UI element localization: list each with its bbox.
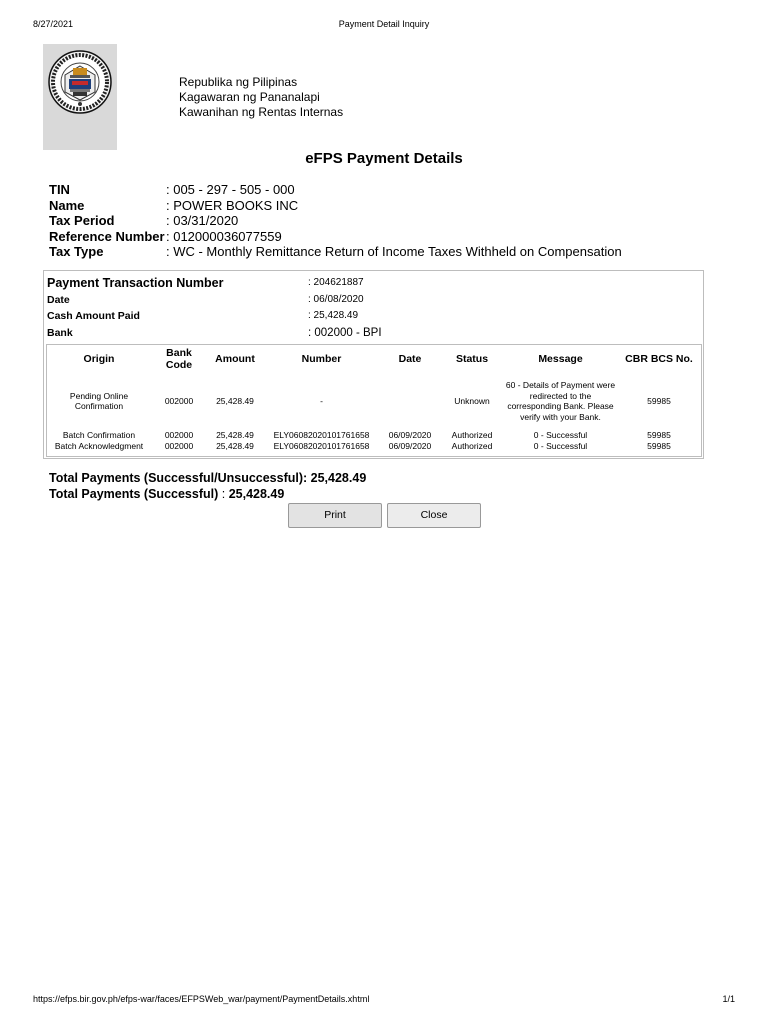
column-header-amount: Amount: [215, 352, 255, 365]
transaction-summary: [47, 275, 382, 341]
print-button[interactable]: Print: [288, 503, 382, 528]
cash-amount-label: Cash Amount Paid: [47, 310, 140, 322]
cell-number: ELY06082020101761658: [273, 441, 370, 452]
taxpayer-info: [49, 182, 622, 260]
transaction-date-value: : 06/08/2020: [308, 293, 364, 305]
cell-date: [380, 372, 440, 430]
column-header-date: Date: [398, 352, 422, 365]
payment-table: [47, 345, 701, 452]
cell-cbr-bcs-no: 59985: [647, 430, 671, 441]
cell-message: 0 - Successful: [533, 430, 588, 441]
bank-label: Bank: [47, 326, 73, 339]
agency-department: Kagawaran ng Pananalapi: [179, 90, 320, 104]
cell-bank-code: 002000: [164, 395, 194, 406]
cash-amount-row: [47, 308, 382, 325]
tax-type-row: [49, 244, 622, 260]
cell-origin: Pending Online Confirmation: [69, 390, 129, 411]
name-row: [49, 198, 622, 214]
name-value: : POWER BOOKS INC: [166, 197, 299, 213]
total-successful-separator: :: [221, 486, 229, 501]
table-row: [47, 430, 701, 441]
tax-period-row: [49, 213, 622, 229]
column-header-number: Number: [301, 352, 342, 365]
column-header-cbr-bcs-no: CBR BCS No.: [625, 352, 693, 365]
cell-date: 06/09/2020: [388, 441, 432, 452]
total-successful-payments: [49, 487, 366, 503]
print-date: 8/27/2021: [33, 19, 74, 29]
cell-cbr-bcs-no: 59985: [647, 441, 671, 452]
cell-status: Unknown: [454, 395, 490, 406]
tin-label: TIN: [49, 182, 70, 197]
table-header-row: [47, 345, 701, 372]
cell-date: 06/09/2020: [388, 430, 432, 441]
print-page-number: 1/1: [722, 994, 735, 1004]
cell-amount: 25,428.49: [216, 441, 254, 452]
cell-message: 60 - Details of Payment were redirected to the corresponding Bank. Please verify with your Bank.: [505, 380, 616, 422]
total-successful-label: Total Payments (Successful): [49, 486, 222, 501]
tin-value: : 005 - 297 - 505 - 000: [166, 182, 295, 197]
cell-cbr-bcs-no: 59985: [647, 395, 671, 406]
reference-number-row: [49, 229, 622, 245]
cell-amount: 25,428.49: [216, 395, 254, 406]
payment-totals: [49, 471, 366, 502]
bank-row: [47, 325, 382, 342]
page-title: eFPS Payment Details: [305, 150, 463, 167]
total-successful-value: 25,428.49: [228, 486, 285, 501]
tax-period-value: : 03/31/2020: [166, 213, 239, 229]
tax-type-value: : WC - Monthly Remittance Return of Income Taxes Withheld on Compensation: [166, 244, 622, 260]
table-row: [47, 372, 701, 430]
cell-status: Authorized: [451, 441, 493, 452]
agency-bureau: Kawanihan ng Rentas Internas: [179, 105, 344, 119]
cell-number: -: [320, 395, 323, 406]
agency-country: Republika ng Pilipinas: [179, 75, 298, 89]
cell-status: Authorized: [451, 430, 493, 441]
reference-number-label: Reference Number: [49, 228, 165, 244]
table-row: [47, 441, 701, 452]
total-all-label: Total Payments (Successful/Unsuccessful):: [49, 471, 311, 485]
tin-row: [49, 182, 622, 198]
print-footer-url: https://efps.bir.gov.ph/efps-war/faces/EFPSWeb_war/payment/PaymentDetails.xhtml: [33, 994, 370, 1004]
tax-period-label: Tax Period: [49, 213, 115, 229]
cash-amount-value: : 25,428.49: [308, 310, 359, 321]
column-header-message: Message: [538, 352, 583, 365]
cell-message: 0 - Successful: [533, 441, 588, 452]
transaction-date-row: [47, 292, 382, 309]
agency-header: [179, 75, 343, 120]
name-label: Name: [49, 197, 85, 213]
reference-number-value: : 012000036077559: [166, 228, 282, 244]
transaction-date-label: Date: [47, 293, 70, 306]
bank-value: : 002000 - BPI: [308, 326, 382, 339]
column-header-origin: Origin: [83, 352, 115, 365]
total-all-payments: [49, 471, 366, 487]
cell-origin: Batch Acknowledgment: [54, 441, 144, 452]
close-button[interactable]: Close: [387, 503, 481, 528]
cell-bank-code: 002000: [164, 430, 194, 441]
transaction-number-value: : 204621887: [308, 277, 364, 288]
tax-type-label: Tax Type: [49, 244, 104, 260]
cell-bank-code: 002000: [164, 441, 194, 452]
column-header-bank-code: Bank Code: [165, 346, 193, 371]
cell-amount: 25,428.49: [216, 430, 254, 441]
total-all-value: 25,428.49: [310, 471, 367, 485]
transaction-number-row: [47, 275, 382, 292]
cell-origin: Batch Confirmation: [62, 430, 136, 441]
print-page-title: Payment Detail Inquiry: [338, 19, 430, 29]
bir-seal-logo: [43, 44, 117, 150]
transaction-number-label: Payment Transaction Number: [47, 276, 224, 290]
cell-number: ELY06082020101761658: [273, 430, 370, 441]
column-header-status: Status: [455, 352, 489, 365]
